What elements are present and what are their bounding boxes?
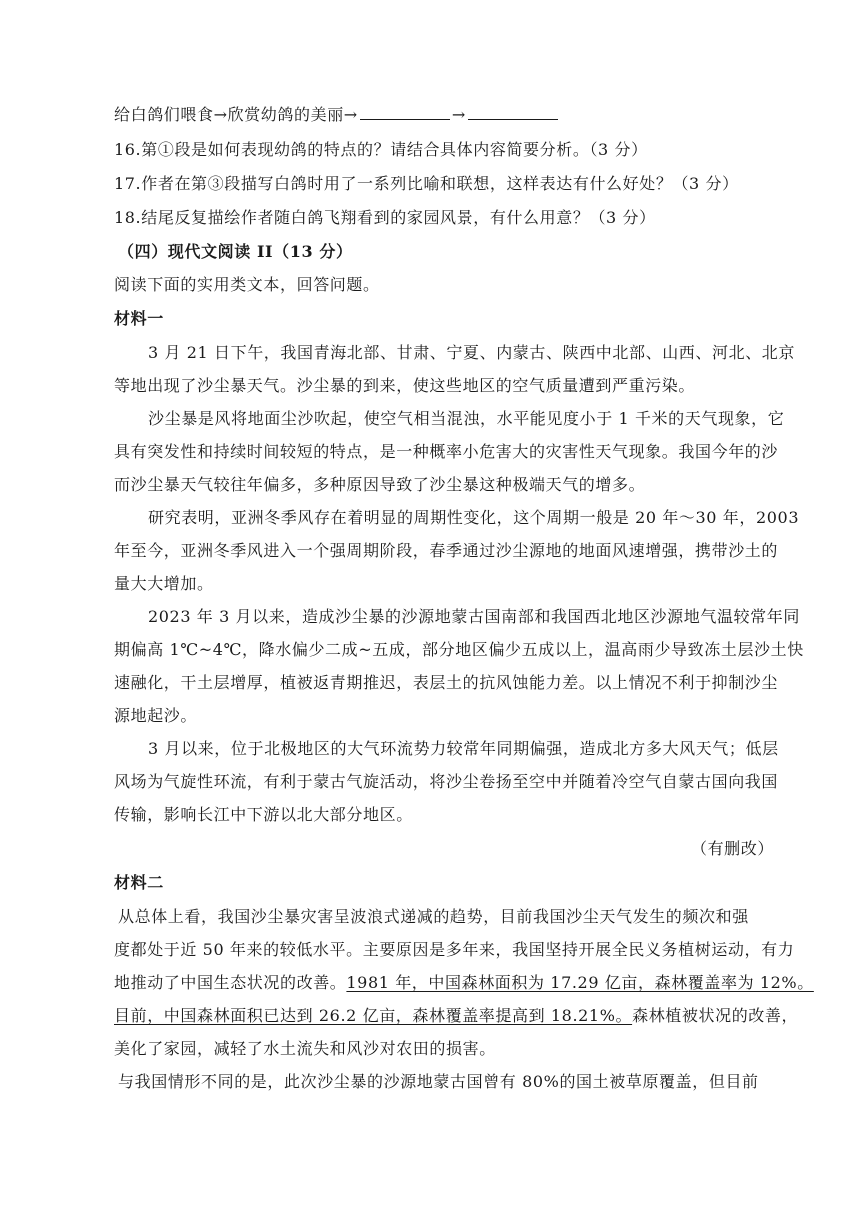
underlined-statistic-current: 目前，中国森林面积已达到 26.2 亿亩，森林覆盖率提高到 18.21%。 [114,1006,633,1025]
material-1-heading: 材料一 [114,309,164,328]
sequence-text: 给白鸽们喂食→欣赏幼鸽的美丽→ [114,105,358,124]
m2-p1-line3 [114,972,814,994]
section-title: （四）现代文阅读 II（13 分） [118,242,353,261]
sequence-arrow: → [451,105,466,124]
m1-p5-line3: 传输，影响长江中下游以北大部分地区。 [114,805,413,824]
answer-blank-2[interactable] [468,105,558,120]
m1-p4-line2: 期偏高 1℃~4℃，降水偏少二成~五成，部分地区偏少五成以上，温高雨少导致冻土层沙土快 [114,640,804,659]
m1-p3-line1: 研究表明，亚洲冬季风存在着明显的周期性变化，这个周期一般是 20 年～30 年，2003 [148,508,800,527]
m1-p3-line2: 年至今，亚洲冬季风进入一个强周期阶段，春季通过沙尘源地的地面风速增强，携带沙土的 [114,541,779,560]
m1-p4-line3: 速融化，干土层增厚，植被返青期推迟，表层土的抗风蚀能力差。以上情况不利于抑制沙尘 [114,673,779,692]
m1-p2-line3: 而沙尘暴天气较往年偏多，多种原因导致了沙尘暴这种极端天气的增多。 [114,475,646,494]
m2-p1-line4 [114,1005,799,1027]
answer-blank-1[interactable] [360,105,450,120]
m2-p1-line5: 美化了家园，减轻了水土流失和风沙对农田的损害。 [114,1039,496,1058]
material-2-heading: 材料二 [114,873,164,892]
m1-p4-line4: 源地起沙。 [114,706,198,725]
question-17: 17.作者在第③段描写白鸽时用了一系列比喻和联想，这样表达有什么好处？（3 分） [114,174,739,193]
m1-p1-line1: 3 月 21 日下午，我国青海北部、甘肃、宁夏、内蒙古、陕西中北部、山西、河北、北京 [148,343,795,362]
m1-p2-line1: 沙尘暴是风将地面尘沙吹起，使空气相当混浊，水平能见度小于 1 千米的天气现象，它 [148,409,785,428]
m2-p1-line4-text: 森林植被状况的改善， [632,1006,799,1025]
question-15-sequence [114,104,774,126]
reading-instruction: 阅读下面的实用类文本，回答问题。 [114,275,380,294]
question-18: 18.结尾反复描绘作者随白鸽飞翔看到的家园风景，有什么用意？（3 分） [114,208,656,227]
m1-p5-line1: 3 月以来，位于北极地区的大气环流势力较常年同期偏强，造成北方多大风天气；低层 [148,739,779,758]
m1-p2-line2: 具有突发性和持续时间较短的特点，是一种概率小危害大的灾害性天气现象。我国今年的沙 [114,442,779,461]
m2-p1-line2: 度都处于近 50 年来的较低水平。主要原因是多年来，我国坚持开展全民义务植树运动，有力 [114,940,795,959]
m2-p2-line1: 与我国情形不同的是，此次沙尘暴的沙源地蒙古国曾有 80%的国土被草原覆盖，但目前 [118,1072,759,1091]
edit-note: （有删改） [690,839,774,858]
m2-p1-line1: 从总体上看，我国沙尘暴灾害呈波浪式递减的趋势，目前我国沙尘天气发生的频次和强 [118,907,749,926]
m1-p1-line2: 等地出现了沙尘暴天气。沙尘暴的到来，使这些地区的空气质量遭到严重污染。 [114,376,696,395]
m1-p5-line2: 风场为气旋性环流，有利于蒙古气旋活动，将沙尘卷扬至空中并随着冷空气自蒙古国向我国 [114,772,779,791]
underlined-statistic-1981: 1981 年，中国森林面积为 17.29 亿亩，森林覆盖率为 12%。 [346,973,814,992]
question-16: 16.第①段是如何表现幼鸽的特点的？请结合具体内容简要分析。（3 分） [114,140,648,159]
m2-p1-line3-text: 地推动了中国生态状况的改善。 [114,973,347,992]
m1-p4-line1: 2023 年 3 月以来，造成沙尘暴的沙源地蒙古国南部和我国西北地区沙源地气温较常年同 [148,607,800,626]
m1-p3-line3: 量大大增加。 [114,574,214,593]
